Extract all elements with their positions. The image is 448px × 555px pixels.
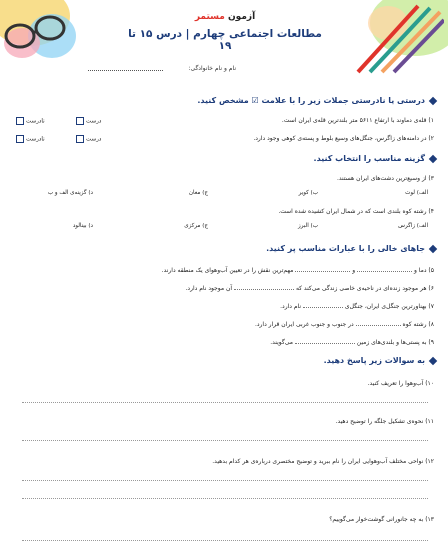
q1-true-option[interactable] (76, 117, 101, 125)
diamond-icon (429, 154, 437, 162)
question-10: ۱۰) آب‌وهوا را تعریف کنید. (367, 380, 434, 387)
q4-option-a[interactable]: الف) زاگرس (398, 223, 428, 229)
q9-text-a: ۹) به پستی‌ها و بلندی‌های زمین (356, 339, 434, 346)
question-13: ۱۳) به چه جانورانی گوشت‌خوار می‌گوییم؟ (329, 516, 434, 523)
q5-text-a: ۵) دما و (413, 267, 434, 274)
true-label: درست (86, 118, 102, 125)
section-fill-blanks (266, 244, 436, 253)
q8-blank[interactable] (356, 320, 401, 326)
q4-option-c[interactable]: ج) مرکزی (184, 223, 208, 229)
question-3: ۳) از وسیع‌ترین دشت‌های ایران هستند. (336, 175, 434, 182)
question-1: ۱) قله‌ی دماوند با ارتفاع ۵۶۱۱ متر بلندترین قله‌ی ایران است. (281, 117, 434, 124)
section-multiple-choice (314, 154, 436, 163)
name-field[interactable] (88, 64, 163, 71)
q7-text-b: نام دارد. (280, 303, 302, 310)
checkbox-icon[interactable] (76, 135, 84, 143)
q9-text-b: می‌گویند. (270, 339, 293, 346)
q5-text-b: و (352, 267, 356, 274)
exam-label (120, 12, 330, 22)
section-heading: به سوالات زیر پاسخ دهید. (323, 356, 425, 365)
exam-label-text: آزمون (228, 12, 256, 22)
q5-text-c: مهم‌ترین نقش را در تعیین آب‌وهوای یک منطقه دارند. (161, 267, 294, 274)
q6-text-a: ۶) هر موجود زنده‌ای در ناحیه‌ی خاصی زندگی می‌کند که (295, 285, 434, 292)
question-6 (185, 284, 434, 292)
name-label: نام و نام خانوادگی: (188, 65, 236, 72)
question-8 (255, 320, 434, 328)
q7-text-a: ۷) بهناورترین جنگل‌ی ایران، جنگل‌ی (344, 303, 434, 310)
answer-line[interactable] (22, 480, 428, 481)
q8-text-a: ۸) رشته کوه (402, 321, 434, 328)
answer-line[interactable] (22, 440, 428, 441)
q3-option-a[interactable]: الف) لوت (405, 190, 428, 196)
question-2: ۲) در دامنه‌های زاگرس، جنگل‌های وسیع بلوط و پسته‌ی کوهی وجود دارد. (253, 135, 434, 142)
section-open-questions (324, 356, 436, 365)
question-4: ۴) رشته کوه بلندی است که در شمال ایران کشیده شده است. (278, 208, 434, 215)
page-title: مطالعات اجتماعی چهارم | درس ۱۵ تا ۱۹ (128, 28, 322, 52)
q4-option-b[interactable]: ب) البرز (298, 223, 318, 229)
diamond-icon (429, 244, 437, 252)
question-7 (280, 302, 434, 310)
q5-blank-2[interactable] (295, 266, 350, 272)
q3-option-d[interactable]: د) گزینه‌ی الف و ب (47, 190, 93, 196)
q5-blank-1[interactable] (357, 266, 412, 272)
question-9 (270, 338, 434, 346)
q6-blank[interactable] (234, 284, 294, 290)
false-label: نادرست (26, 118, 45, 125)
section-heading: درستی یا نادرستی جملات زیر را با علامت ☑ مشخص کنید. (197, 96, 425, 105)
diamond-icon (429, 356, 437, 364)
question-11: ۱۱) نحوه‌ی تشکیل جلگه را توضیح دهید. (335, 418, 434, 425)
exam-accent-text: مستمر (194, 12, 225, 22)
q4-option-d[interactable]: د) بینالود (72, 223, 93, 229)
pencils-icon (348, 4, 444, 74)
answer-line[interactable] (22, 402, 428, 403)
q2-true-option[interactable] (76, 135, 101, 143)
q1-false-option[interactable] (16, 117, 45, 125)
q7-blank[interactable] (303, 302, 343, 308)
section-true-false (197, 96, 436, 105)
answer-line[interactable] (22, 498, 428, 499)
title-block (120, 12, 330, 52)
q2-false-option[interactable] (16, 135, 45, 143)
q3-option-b[interactable]: ب) کویر (298, 190, 318, 196)
diamond-icon (429, 96, 437, 104)
false-label: نادرست (26, 136, 45, 143)
answer-line[interactable] (22, 540, 428, 541)
q8-text-b: در جنوب و جنوب غربی ایران قرار دارد. (254, 321, 354, 328)
glasses-icon (2, 6, 72, 60)
checkbox-icon[interactable] (76, 117, 84, 125)
checkbox-icon[interactable] (16, 117, 24, 125)
section-heading: جاهای خالی را با عبارات مناسب پر کنید. (266, 244, 425, 253)
true-label: درست (86, 136, 102, 143)
question-12: ۱۲) نواحی مختلف آب‌وهوایی ایران را نام ببرید و توضیح مختصری درباره‌ی هر کدام بدهید. (212, 458, 434, 465)
q6-text-b: آن موجود نام دارد. (185, 285, 233, 292)
q9-blank[interactable] (295, 338, 355, 344)
question-5 (162, 266, 434, 274)
section-heading: گزینه مناسب را انتخاب کنید. (313, 154, 425, 163)
q3-option-c[interactable]: ج) مغان (188, 190, 208, 196)
checkbox-icon[interactable] (16, 135, 24, 143)
